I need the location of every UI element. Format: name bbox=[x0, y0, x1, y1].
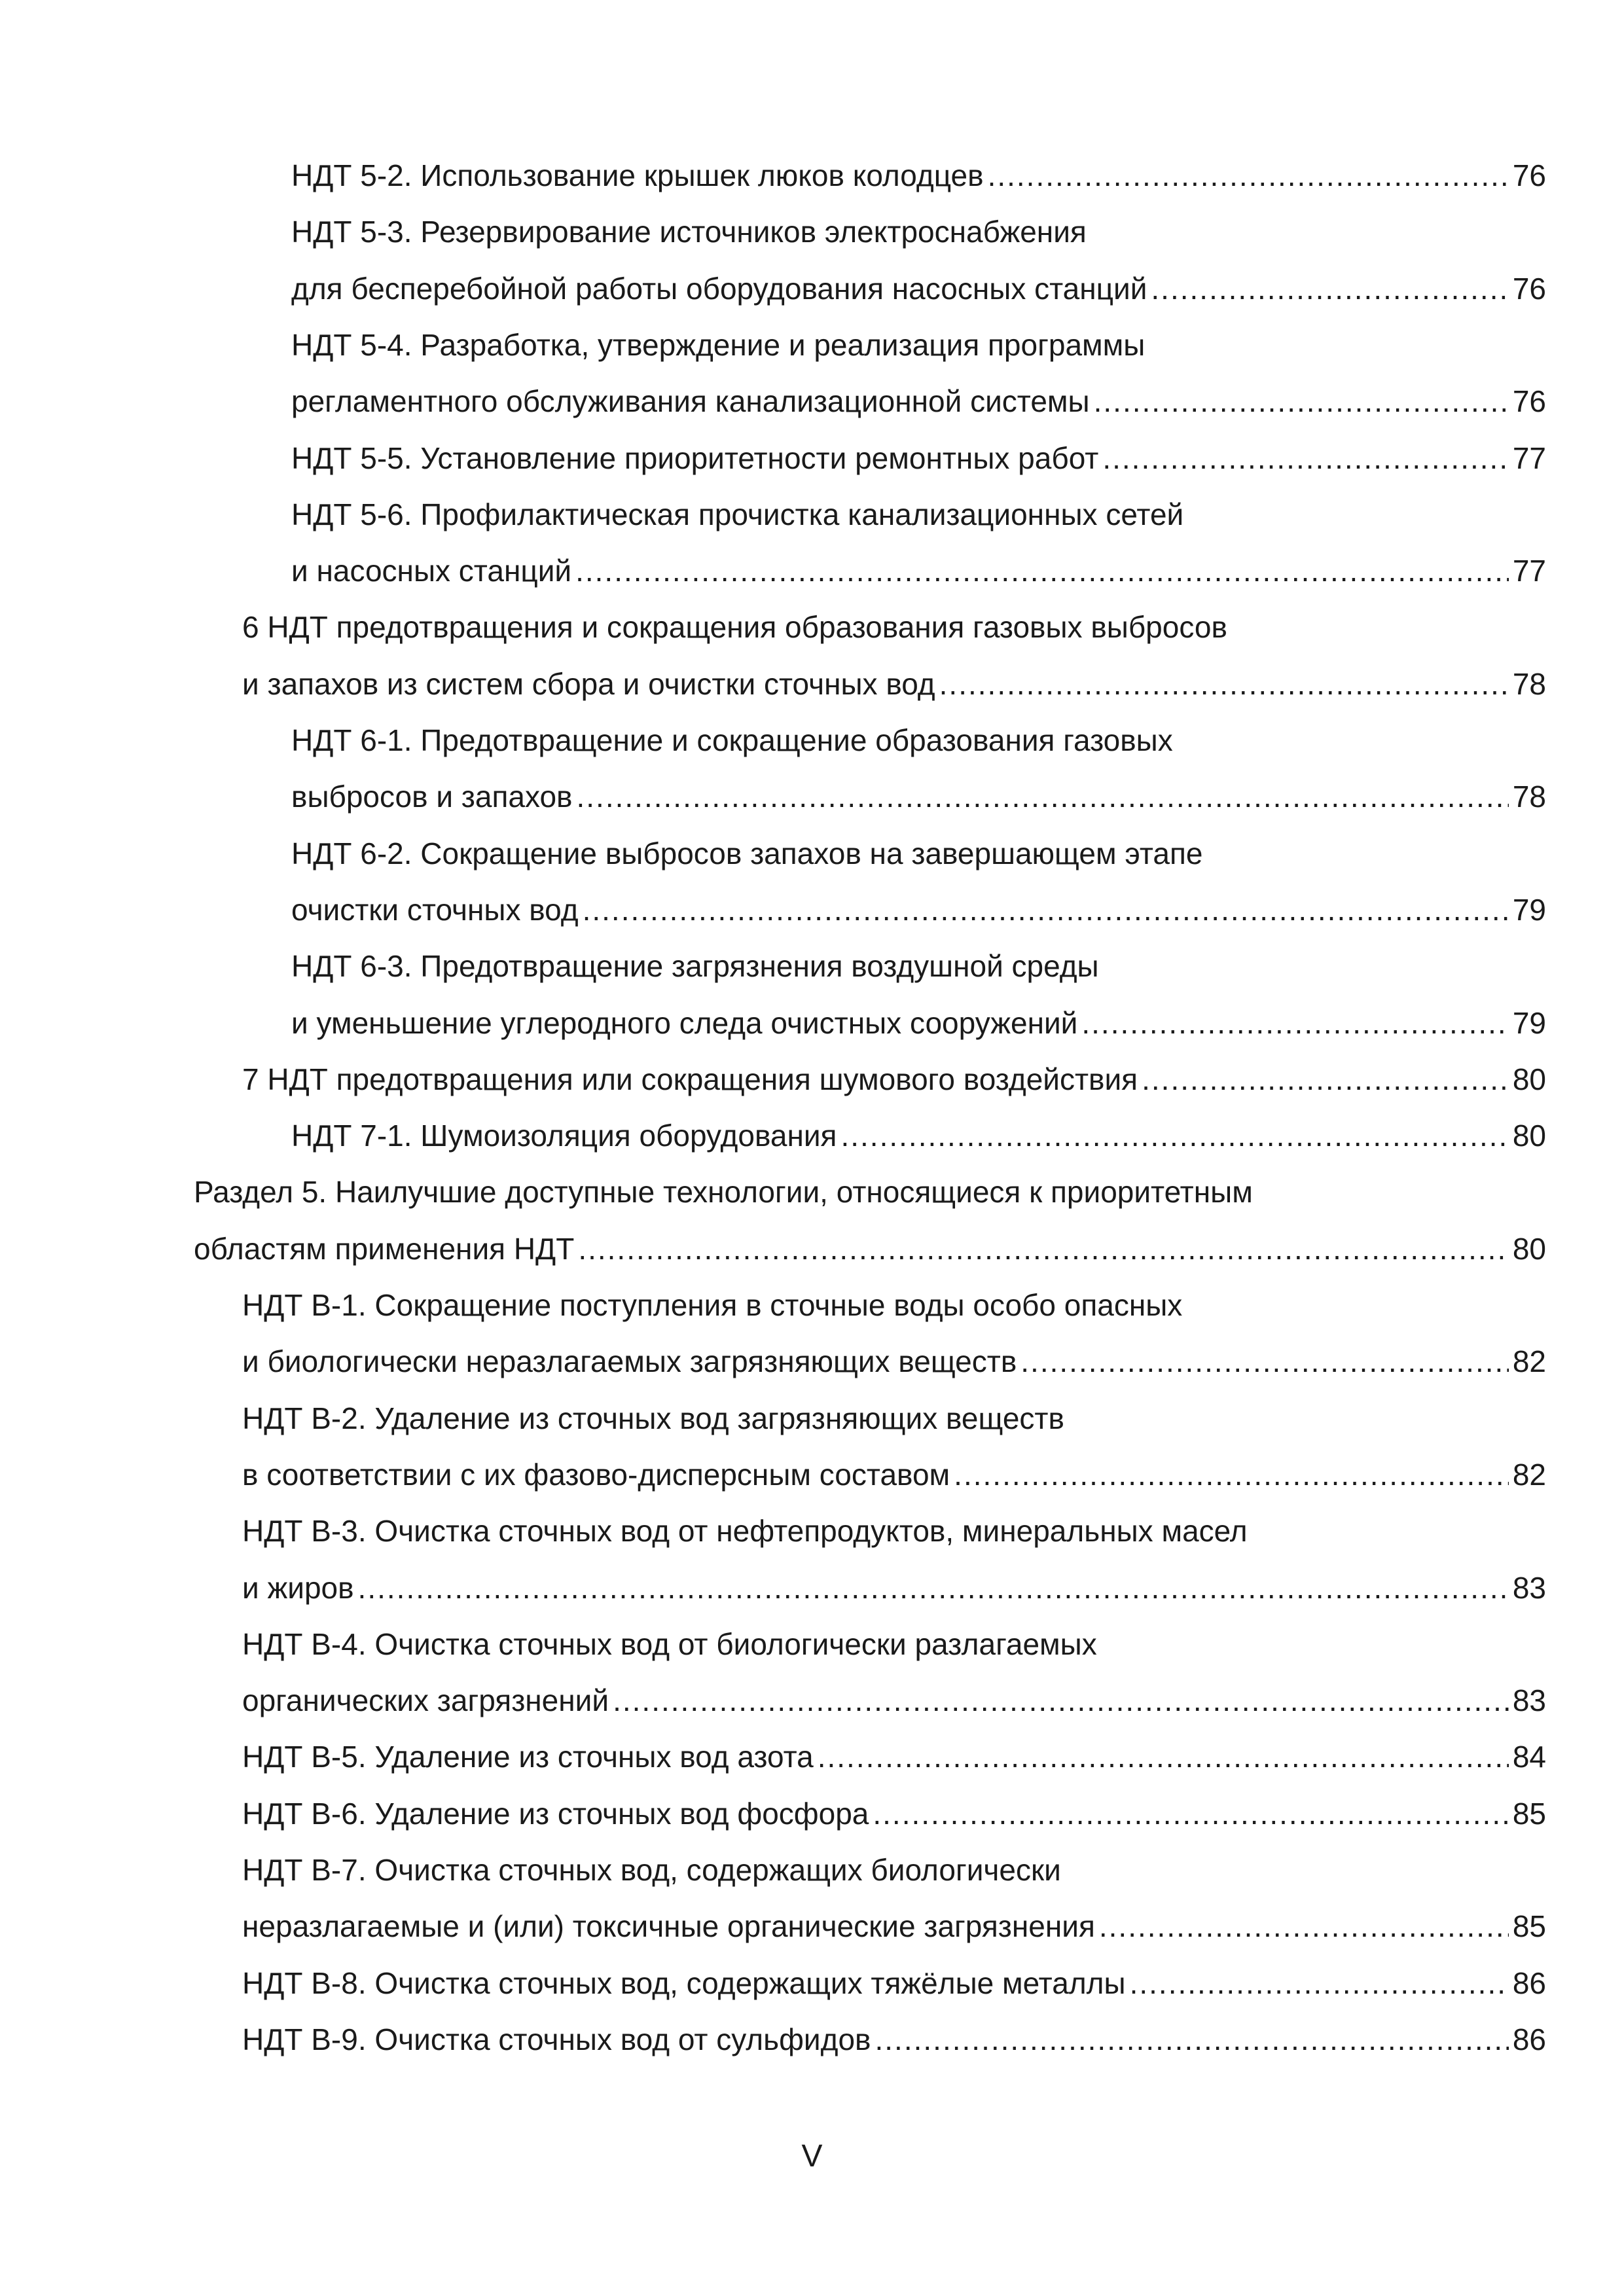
toc-entry-title: НДТ В-7. Очистка сточных вод, содержащих биологически bbox=[242, 1853, 1061, 1887]
toc-page-number: 76 bbox=[1512, 158, 1546, 192]
toc-page-number: 79 bbox=[1512, 892, 1546, 927]
toc-page-number: 78 bbox=[1512, 666, 1546, 701]
toc-entry[interactable] bbox=[291, 551, 1546, 590]
toc-entry-title: 7 НДТ предотвращения или сокращения шумового воздействия bbox=[242, 1062, 1138, 1096]
toc-entry[interactable] bbox=[242, 1794, 1546, 1833]
toc-page-number: 85 bbox=[1512, 1909, 1546, 1944]
toc-page-number: 83 bbox=[1512, 1570, 1546, 1605]
toc-entry[interactable] bbox=[242, 664, 1546, 704]
toc-page-number: 80 bbox=[1512, 1231, 1546, 1266]
toc-entry[interactable] bbox=[242, 1060, 1546, 1099]
leader-dots bbox=[873, 1794, 1508, 1833]
leader-dots bbox=[818, 1737, 1509, 1776]
toc-entry-title: НДТ 5-2. Использование крышек люков колодцев bbox=[291, 158, 984, 192]
toc-entry-title-line bbox=[242, 1399, 1064, 1438]
toc-entry-title: НДТ В-8. Очистка сточных вод, содержащих тяжёлые металлы bbox=[242, 1965, 1126, 2000]
toc-entry-title: в соответствии с их фазово-дисперсным составом bbox=[242, 1457, 950, 1492]
toc-entry-title-line bbox=[242, 607, 1227, 647]
leader-dots bbox=[954, 1455, 1509, 1494]
toc-entry-title: очистки сточных вод bbox=[291, 892, 579, 927]
leader-dots bbox=[1142, 1060, 1509, 1099]
toc-entry-title: Раздел 5. Наилучшие доступные технологии, относящиеся к приоритетным bbox=[194, 1175, 1253, 1210]
leader-dots bbox=[583, 890, 1509, 929]
leader-dots bbox=[1099, 1907, 1509, 1946]
toc-entry-title-line bbox=[291, 721, 1173, 760]
leader-dots bbox=[1094, 382, 1509, 421]
toc-entry-title-line bbox=[291, 495, 1183, 534]
toc-entry[interactable] bbox=[291, 890, 1546, 929]
toc-entry-title: НДТ 6-1. Предотвращение и сокращение образования газовых bbox=[291, 723, 1173, 757]
toc-entry-title: НДТ В-5. Удаление из сточных вод азота bbox=[242, 1740, 814, 1774]
toc-entry-title-line bbox=[291, 212, 1087, 251]
toc-entry-title: НДТ 6-3. Предотвращение загрязнения воздушной среды bbox=[291, 949, 1099, 984]
toc-page-number: 82 bbox=[1512, 1457, 1546, 1492]
toc-entry-title-line bbox=[291, 834, 1202, 873]
leader-dots bbox=[575, 551, 1509, 590]
toc-entry[interactable] bbox=[242, 1568, 1546, 1607]
toc-entry[interactable] bbox=[242, 1342, 1546, 1381]
page-number: V bbox=[801, 2139, 823, 2174]
toc-entry-title: регламентного обслуживания канализационной системы bbox=[291, 384, 1090, 419]
toc-page-number: 80 bbox=[1512, 1119, 1546, 1153]
toc-entry-title: НДТ 5-4. Разработка, утверждение и реализация программы bbox=[291, 327, 1146, 362]
toc-entry-title: и биологически неразлагаемых загрязняющих веществ bbox=[242, 1344, 1017, 1379]
toc-entry-title-line bbox=[242, 1850, 1061, 1890]
toc-entry[interactable] bbox=[242, 1907, 1546, 1946]
leader-dots bbox=[1081, 1003, 1508, 1043]
leader-dots bbox=[988, 156, 1509, 195]
toc-entry[interactable] bbox=[242, 1455, 1546, 1494]
toc-entry-title: выбросов и запахов bbox=[291, 780, 573, 814]
leader-dots bbox=[578, 1229, 1509, 1268]
leader-dots bbox=[1130, 1964, 1509, 2003]
toc-entry-title: и жиров bbox=[242, 1570, 354, 1605]
toc-entry-title: органических загрязнений bbox=[242, 1683, 609, 1718]
toc-entry[interactable] bbox=[242, 2020, 1546, 2059]
toc-page-number: 83 bbox=[1512, 1683, 1546, 1718]
toc-entry-title: для бесперебойной работы оборудования насосных станций bbox=[291, 271, 1147, 306]
toc-entry-title: областям применения НДТ bbox=[194, 1231, 575, 1266]
toc-entry-title-line bbox=[291, 325, 1145, 365]
toc-entry-title: и насосных станций bbox=[291, 554, 572, 588]
toc-entry[interactable] bbox=[291, 156, 1546, 195]
toc-entry[interactable] bbox=[291, 1116, 1546, 1155]
toc-entry-title-line bbox=[194, 1172, 1253, 1211]
toc-page-number: 77 bbox=[1512, 554, 1546, 588]
toc-page-number: 84 bbox=[1512, 1740, 1546, 1774]
toc-page-number: 86 bbox=[1512, 2022, 1546, 2056]
leader-dots bbox=[1020, 1342, 1509, 1381]
toc-entry[interactable] bbox=[291, 1003, 1546, 1043]
toc-entry[interactable] bbox=[291, 382, 1546, 421]
leader-dots bbox=[358, 1568, 1509, 1607]
toc-entry[interactable] bbox=[242, 1681, 1546, 1720]
toc-entry-title: НДТ В-4. Очистка сточных вод от биологически разлагаемых bbox=[242, 1626, 1097, 1661]
toc-entry-title: НДТ 5-3. Резервирование источников электроснабжения bbox=[291, 215, 1087, 249]
leader-dots bbox=[875, 2020, 1508, 2059]
toc-page-number: 76 bbox=[1512, 384, 1546, 419]
toc-entry-title: НДТ 7-1. Шумоизоляция оборудования bbox=[291, 1119, 837, 1153]
toc-entry-title: НДТ 6-2. Сокращение выбросов запахов на завершающем этапе bbox=[291, 836, 1203, 870]
toc-entry-title: НДТ В-1. Сокращение поступления в сточные воды особо опасных bbox=[242, 1288, 1183, 1322]
toc-page-number: 76 bbox=[1512, 271, 1546, 306]
toc-page-number: 80 bbox=[1512, 1062, 1546, 1096]
toc-page-number: 86 bbox=[1512, 1965, 1546, 2000]
toc-entry-title: и запахов из систем сбора и очистки сточных вод bbox=[242, 666, 935, 701]
leader-dots bbox=[1102, 439, 1508, 478]
leader-dots bbox=[939, 664, 1509, 704]
toc-page-number: 85 bbox=[1512, 1796, 1546, 1831]
toc-entry[interactable] bbox=[291, 439, 1546, 478]
toc-page-number: 79 bbox=[1512, 1005, 1546, 1040]
toc-entry-title: НДТ В-9. Очистка сточных вод от сульфидов bbox=[242, 2022, 871, 2056]
toc-entry-title-line bbox=[242, 1624, 1097, 1664]
toc-entry-title: НДТ В-6. Удаление из сточных вод фосфора bbox=[242, 1796, 869, 1831]
toc-page-number: 82 bbox=[1512, 1344, 1546, 1379]
toc-entry-title: и уменьшение углеродного следа очистных сооружений bbox=[291, 1005, 1078, 1040]
toc-entry[interactable] bbox=[194, 1229, 1546, 1268]
toc-entry[interactable] bbox=[242, 1737, 1546, 1776]
leader-dots bbox=[1151, 269, 1508, 308]
leader-dots bbox=[576, 777, 1508, 816]
toc-entry-title-line bbox=[242, 1285, 1182, 1325]
toc-entry-title: неразлагаемые и (или) токсичные органические загрязнения bbox=[242, 1909, 1095, 1944]
toc-entry-title: НДТ 5-5. Установление приоритетности ремонтных работ bbox=[291, 440, 1099, 475]
toc-entry-title: 6 НДТ предотвращения и сокращения образования газовых выбросов bbox=[242, 610, 1227, 645]
toc-entry[interactable] bbox=[291, 777, 1546, 816]
toc-entry[interactable] bbox=[242, 1964, 1546, 2003]
leader-dots bbox=[840, 1116, 1508, 1155]
toc-entry-title-line bbox=[291, 946, 1099, 986]
toc-entry-title-line bbox=[242, 1511, 1248, 1551]
toc-entry-title: НДТ В-2. Удаление из сточных вод загрязняющих веществ bbox=[242, 1401, 1064, 1435]
toc-page-number: 77 bbox=[1512, 440, 1546, 475]
toc-entry-title: НДТ В-3. Очистка сточных вод от нефтепродуктов, минеральных масел bbox=[242, 1514, 1248, 1549]
leader-dots bbox=[613, 1681, 1509, 1720]
toc-entry[interactable] bbox=[291, 269, 1546, 308]
toc-page-number: 78 bbox=[1512, 780, 1546, 814]
toc-entry-title: НДТ 5-6. Профилактическая прочистка канализационных сетей bbox=[291, 497, 1184, 531]
